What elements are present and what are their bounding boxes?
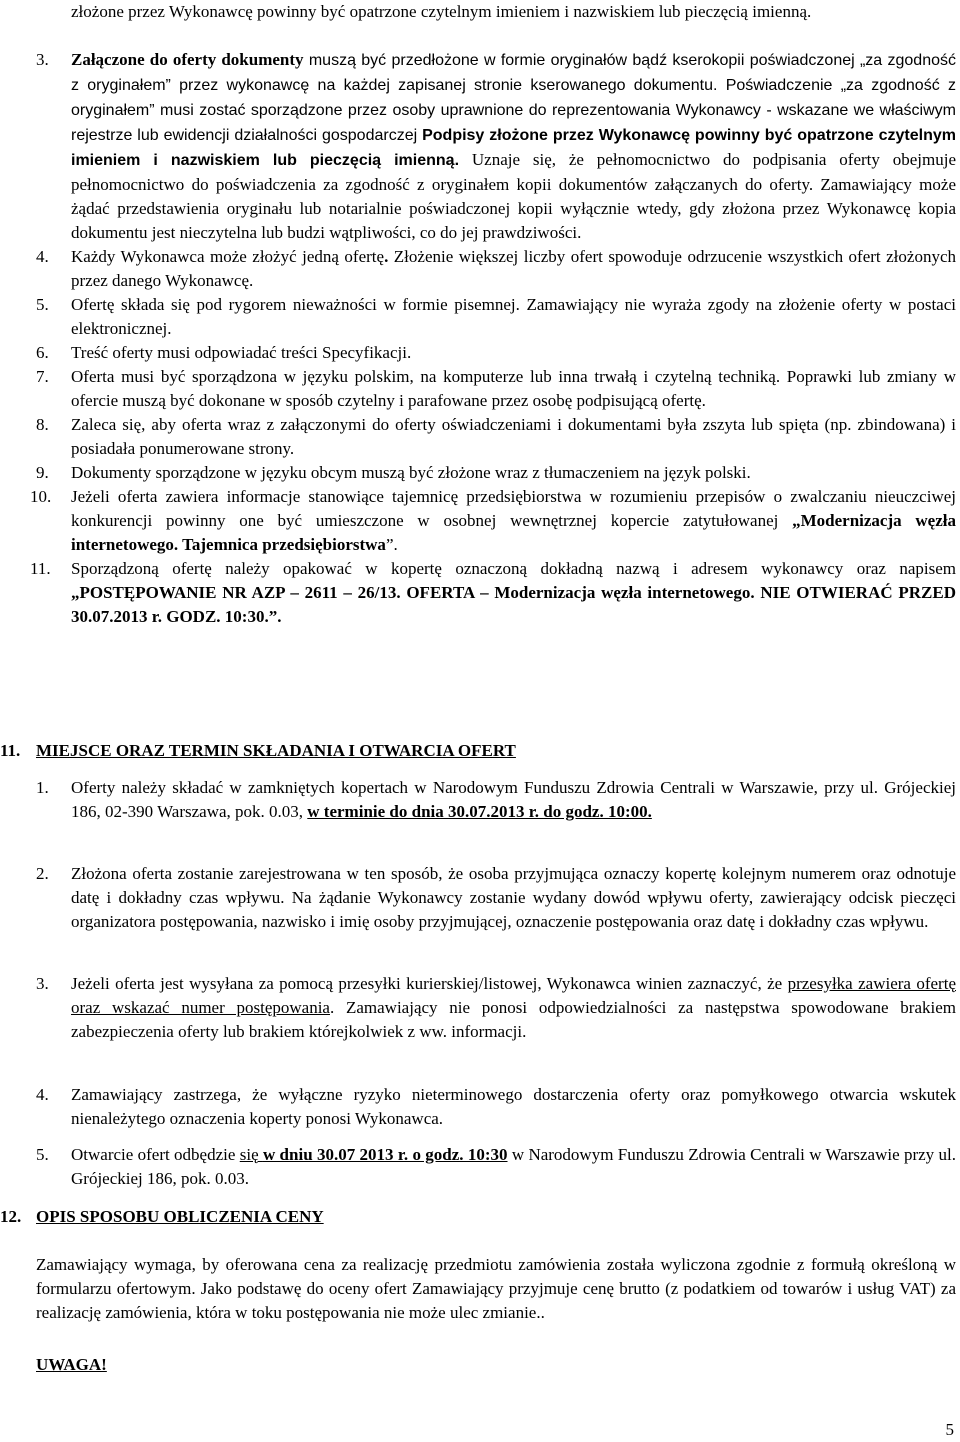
list-number: 8.: [36, 415, 49, 434]
bold-text: .: [384, 247, 389, 266]
list-item-3: [0, 48, 960, 245]
list-item-7: [0, 365, 960, 413]
list-number: 9.: [36, 463, 49, 482]
item-text: Sporządzoną ofertę należy opakować w kopertę oznaczoną dokładną nazwą i adresem wykonawcy oraz napisem: [71, 559, 956, 578]
list-number: 2.: [36, 864, 49, 883]
bold-text: ”.: [268, 607, 282, 626]
section-12-heading: [0, 1205, 960, 1229]
item-text: Jeżeli oferta jest wysyłana za pomocą przesyłki kurierskiej/listowej, Wykonawca winien zaznaczyć, że: [71, 974, 788, 993]
paragraph-text: Zamawiający wymaga, by oferowana cena za realizację przedmiotu zamówienia została wyliczona zgodnie z formułą określoną w formularzu ofertowym. Jako podstawę do oceny ofert Zamawiający przyjmuje cenę brutto (z podatkiem od towarów i usług VAT) za realizację zamówienia, która w toku postępowania nie może ulec zmianie..: [36, 1255, 956, 1322]
list-number: 6.: [36, 343, 49, 362]
underlined-text: się: [239, 1145, 263, 1164]
bold-text: „POSTĘPOWANIE NR AZP – 2611 – 26/13. OFERTA – Modernizacja węzła internetowego. NIE OTWIERAĆ PRZED 30.07.2013 r. GODZ. 10:30.: [71, 583, 956, 626]
list-number: 5.: [36, 1145, 49, 1164]
page-number: 5: [945, 1420, 954, 1439]
list-number: 10.: [30, 487, 52, 506]
s11-item-4: [0, 1083, 960, 1131]
item-text: Złożona oferta zostanie zarejestrowana w ten sposób, że osoba przyjmująca oznaczy kopertę kolejnym numerem oraz odnotuje datę i dokładny czas wpływu. Na żądanie Wykonawcy zostanie wydany dowód wpływu oferty, zawierający odcisk pieczęci organizatora postępowania, nazwisko i imię osoby przyjmującej, oznaczenie postępowania oraz datę i dokładny czas wpływu.: [71, 864, 956, 931]
item-text: Zaleca się, aby oferta wraz z załączonymi do oferty oświadczeniami i dokumentami była zszyta lub spięta (np. zbindowana) i posiadała ponumerowane strony.: [71, 415, 956, 458]
item-text: w Narodowym Funduszu Zdrowia Centrali w Warszawie przy ul. Grójeckiej 186, pok. 0.03.: [71, 1145, 956, 1188]
opening-date-text: w dniu 30.07 2013 r. o godz. 10:30: [262, 1145, 508, 1164]
item-text: Ofertę składa się pod rygorem nieważności w formie pisemnej. Zamawiający nie wyraża zgody na złożenie oferty w postaci elektronicznej.: [71, 295, 956, 338]
list-item-10: [0, 485, 960, 557]
item-text: Zamawiający zastrzega, że wyłączne ryzyko nieterminowego dostarczenia oferty oraz pomyłkowego otwarcia wskutek nienależytego oznaczenia koperty ponosi Wykonawca.: [71, 1085, 956, 1128]
item-text: Dokumenty sporządzone w języku obcym muszą być złożone wraz z tłumaczeniem na język polski.: [71, 463, 751, 482]
warning-text: UWAGA!: [36, 1355, 107, 1374]
item-text: ”.: [385, 535, 398, 554]
bold-text: Podpisy złożone przez Wykonawcę powinny być opatrzone czytelnym imieniem i nazwiskiem lub pieczęcią imienną.: [71, 127, 957, 169]
price-calculation-paragraph: [0, 1253, 960, 1325]
bold-text: Załączone do oferty dokumenty: [71, 50, 304, 69]
s11-item-2: [0, 862, 960, 934]
s11-item-3: [0, 972, 960, 1044]
section-title: MIEJSCE ORAZ TERMIN SKŁADANIA I OTWARCIA OFERT: [36, 741, 516, 760]
item-text: Oferta musi być sporządzona w języku polskim, na komputerze lub inna trwałą i czytelną techniką. Poprawki lub zmiany w ofercie muszą być dokonane w sposób czytelny i parafowane przez osobę podpisującą ofertę.: [71, 367, 956, 410]
deadline-text: w terminie do dnia 30.07.2013 r. do godz. 10:00.: [307, 802, 652, 821]
submission-rules-list: [0, 48, 960, 629]
item-text: muszą być przedłożone w formie oryginałów bądź kserokopii poświadczonej „za zgodność z oryginałem” przez wykonawcę na każdej zapisanej stronie kserowanego dokumentu. Poświadczenie „za zgodność z oryginałem” musi zostać sporządzone przez osoby uprawnione do reprezentowania Wykonawcy - wskazane we właściwym rejestrze lub ewidencji działalności gospodarczej: [71, 52, 956, 144]
continued-text: [0, 0, 960, 24]
list-item-5: [0, 293, 960, 341]
item-text: Otwarcie ofert odbędzie: [71, 1145, 240, 1164]
underlined-text: przesyłka zawiera ofertę oraz wskazać numer postępowania: [71, 974, 956, 1017]
warning-label: [0, 1353, 960, 1377]
section-11-heading: [0, 739, 960, 763]
list-number: 3.: [36, 50, 49, 69]
continued-text-line: złożone przez Wykonawcę powinny być opatrzone czytelnym imieniem i nazwiskiem lub pieczęcią imienną.: [71, 2, 812, 21]
list-number: 3.: [36, 974, 49, 993]
list-number: 5.: [36, 295, 49, 314]
list-item-4: [0, 245, 960, 293]
item-text: . Zamawiający nie ponosi odpowiedzialności za następstwa spowodowane brakiem zabezpieczenia oferty lub brakiem którejkolwiek z ww. informacji.: [71, 998, 956, 1041]
list-number: 11.: [30, 559, 51, 578]
list-item-8: [0, 413, 960, 461]
list-number: 4.: [36, 1085, 49, 1104]
list-item-6: [0, 341, 960, 365]
list-number: 7.: [36, 367, 49, 386]
item-text: Każdy Wykonawca może złożyć jedną ofertę: [71, 247, 385, 266]
item-text: Oferty należy składać w zamkniętych kopertach w Narodowym Funduszu Zdrowia Centrali w Warszawie, przy ul. Grójeckiej 186, 02-390 Warszawa, pok. 0.03,: [71, 778, 956, 821]
list-item-9: [0, 461, 960, 485]
list-number: 4.: [36, 247, 49, 266]
item-text: Jeżeli oferta zawiera informacje stanowiące tajemnicę przedsiębiorstwa w rozumieniu przepisów o zwalczaniu nieuczciwej konkurencji powinny one być umieszczone w osobnej wewnętrznej kopercie zatytułowanej: [71, 487, 956, 530]
s11-item-1: [0, 776, 960, 824]
item-text: Uznaje się, że pełnomocnictwo do podpisania oferty obejmuje pełnomocnictwo do poświadczenia za zgodność z oryginałem kopii dokumentów załączanych do oferty. Zamawiający może żądać przedstawienia oryginału lub notarialnie poświadczonej kopii wyłącznie wtedy, gdy złożona przez Wykonawcę kopia dokumentu jest nieczytelna lub budzi wątpliwości, co do jej prawdziwości.: [71, 150, 957, 242]
section-title: OPIS SPOSOBU OBLICZENIA CENY: [36, 1207, 324, 1226]
list-number: 1.: [36, 778, 49, 797]
s11-item-5: [0, 1143, 960, 1191]
section-number: 11.: [0, 741, 21, 760]
list-item-11: [0, 557, 960, 629]
bold-text: „Modernizacja węzła internetowego. Tajemnica przedsiębiorstwa: [71, 511, 956, 554]
item-text: Treść oferty musi odpowiadać treści Specyfikacji.: [71, 343, 412, 362]
section-number: 12.: [0, 1207, 22, 1226]
item-text: Złożenie większej liczby ofert spowoduje odrzucenie wszystkich ofert złożonych przez danego Wykonawcę.: [71, 247, 956, 290]
